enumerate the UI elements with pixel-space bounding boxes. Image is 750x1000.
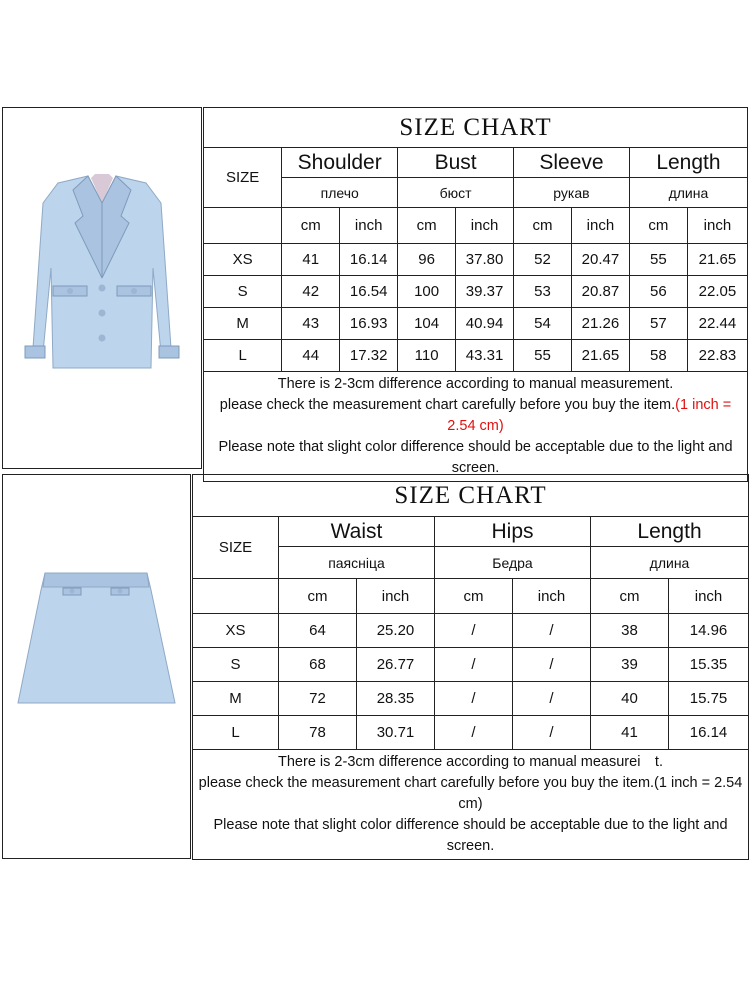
value-cell: 54 [514,308,572,340]
unit-cell: inch [669,579,749,614]
skirt-illustration [3,475,190,858]
value-cell: 39 [591,648,669,682]
value-cell: 40.94 [456,308,514,340]
conversion-note: (1 inch = 2.54 cm) [447,397,732,434]
value-cell: 21.65 [571,340,629,372]
value-cell: 58 [629,340,687,372]
unit-cell: inch [571,208,629,244]
value-cell: 20.47 [571,244,629,276]
value-cell: / [513,716,591,750]
value-cell: 17.32 [340,340,398,372]
measure-sleeve: Sleeve [514,148,630,178]
value-cell: 41 [282,244,340,276]
jacket-size-chart [203,107,748,482]
value-cell: 22.05 [687,276,747,308]
blank-cell [193,579,279,614]
value-cell: 30.71 [357,716,435,750]
skirt-chart-title: SIZE CHART [193,475,749,517]
measure-bust: Bust [398,148,514,178]
size-cell: S [204,276,282,308]
value-cell: 56 [629,276,687,308]
measure-shoulder-ru: плечо [282,178,398,208]
value-cell: / [513,648,591,682]
unit-cell: cm [514,208,572,244]
value-cell: / [435,716,513,750]
value-cell: 15.35 [669,648,749,682]
size-cell: L [204,340,282,372]
measure-length: Length [629,148,747,178]
value-cell: 37.80 [456,244,514,276]
value-cell: 104 [398,308,456,340]
value-cell: 110 [398,340,456,372]
unit-cell: cm [435,579,513,614]
size-cell: M [204,308,282,340]
unit-cell: inch [513,579,591,614]
value-cell: 43 [282,308,340,340]
skirt-size-chart [192,474,749,860]
value-cell: 68 [279,648,357,682]
value-cell: 14.96 [669,614,749,648]
value-cell: 43.31 [456,340,514,372]
value-cell: 22.83 [687,340,747,372]
value-cell: 21.65 [687,244,747,276]
note-line: Please note that slight color difference should be acceptable due to the light and screen. [218,439,733,476]
unit-cell: inch [456,208,514,244]
value-cell: 40 [591,682,669,716]
blank-cell [204,208,282,244]
value-cell: 78 [279,716,357,750]
size-cell: XS [193,614,279,648]
value-cell: / [435,648,513,682]
value-cell: 38 [591,614,669,648]
size-header: SIZE [193,517,279,579]
size-cell: M [193,682,279,716]
value-cell: / [435,682,513,716]
measure-hips-ru: Бедра [435,547,591,579]
jacket-illustration [3,108,201,468]
table-row [204,244,748,276]
value-cell: 20.87 [571,276,629,308]
unit-cell: cm [591,579,669,614]
measure-length: Length [591,517,749,547]
unit-cell: inch [340,208,398,244]
value-cell: 21.26 [571,308,629,340]
unit-cell: inch [687,208,747,244]
measure-waist: Waist [279,517,435,547]
size-cell: S [193,648,279,682]
note-line: please check the measurement chart carefully before you buy the item. [219,397,676,413]
value-cell: 28.35 [357,682,435,716]
unit-cell: cm [282,208,340,244]
jacket-note [204,372,748,482]
skirt-note [193,750,749,860]
measure-sleeve-ru: рукав [514,178,630,208]
value-cell: 25.20 [357,614,435,648]
value-cell: 55 [629,244,687,276]
measure-length-ru: длина [591,547,749,579]
value-cell: 16.14 [340,244,398,276]
skirt-image-box [2,474,191,859]
table-row [193,716,749,750]
value-cell: 64 [279,614,357,648]
value-cell: 72 [279,682,357,716]
note-line: There is 2-3cm difference according to manual measurei t. [278,754,663,770]
table-row [204,308,748,340]
measure-length-ru: длина [629,178,747,208]
value-cell: / [513,614,591,648]
unit-cell: cm [398,208,456,244]
value-cell: 15.75 [669,682,749,716]
measure-shoulder: Shoulder [282,148,398,178]
value-cell: 53 [514,276,572,308]
value-cell: 52 [514,244,572,276]
value-cell: 16.14 [669,716,749,750]
value-cell: 57 [629,308,687,340]
value-cell: / [513,682,591,716]
size-cell: XS [204,244,282,276]
value-cell: / [435,614,513,648]
table-row [204,340,748,372]
jacket-chart-title: SIZE CHART [204,108,748,148]
note-line: Please note that slight color difference should be acceptable due to the light and screen. [213,817,728,854]
note-line: please check the measurement chart carefully before you buy the item.(1 inch = 2.54 cm) [198,775,743,812]
value-cell: 41 [591,716,669,750]
size-header: SIZE [204,148,282,208]
value-cell: 22.44 [687,308,747,340]
table-row [193,682,749,716]
value-cell: 42 [282,276,340,308]
value-cell: 100 [398,276,456,308]
table-row [204,276,748,308]
value-cell: 39.37 [456,276,514,308]
value-cell: 26.77 [357,648,435,682]
value-cell: 16.54 [340,276,398,308]
note-line: There is 2-3cm difference according to manual measurement. [277,376,674,392]
unit-cell: inch [357,579,435,614]
jacket-image-box [2,107,202,469]
measure-hips: Hips [435,517,591,547]
table-row [193,614,749,648]
table-row [193,648,749,682]
unit-cell: cm [629,208,687,244]
measure-waist-ru: паясніца [279,547,435,579]
size-cell: L [193,716,279,750]
value-cell: 44 [282,340,340,372]
value-cell: 96 [398,244,456,276]
value-cell: 16.93 [340,308,398,340]
measure-bust-ru: бюст [398,178,514,208]
value-cell: 55 [514,340,572,372]
unit-cell: cm [279,579,357,614]
